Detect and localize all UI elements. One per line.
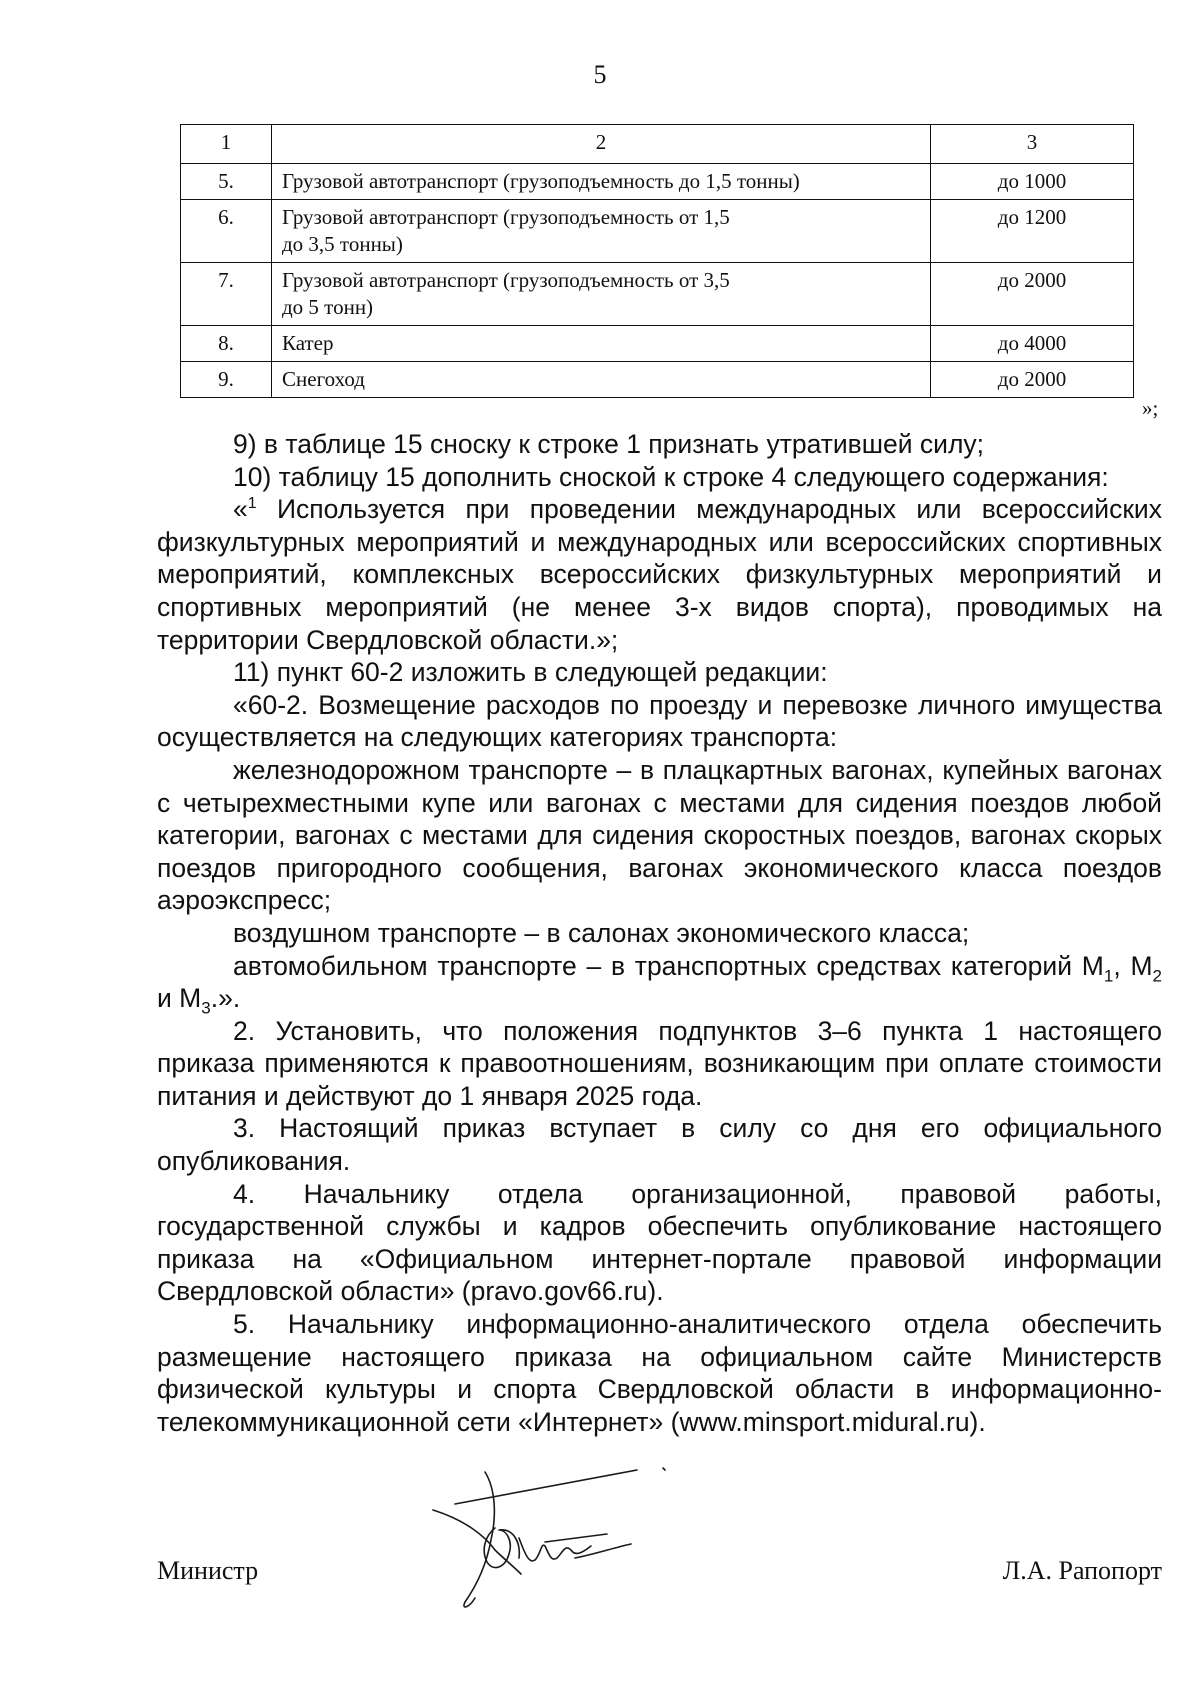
row-number: 9. <box>181 362 272 398</box>
table-header-cell: 1 <box>181 125 272 164</box>
table-header-cell: 2 <box>272 125 931 164</box>
row-name: Грузовой автотранспорт (грузоподъемность до 1,5 тонны) <box>272 164 931 200</box>
subscript: 1 <box>1103 965 1114 985</box>
row-name <box>272 200 931 263</box>
paragraph: 4. Начальнику отдела организационной, правовой работы, государственной службы и кадров обеспечить опубликование настоящего приказа на «Официальном интернет-портале правовой информации Свердловской области» (pravo.gov66.ru). <box>157 1178 1162 1307</box>
row-name <box>272 263 931 326</box>
row-value: до 2000 <box>931 263 1134 326</box>
signer-title: Министр <box>157 1556 259 1585</box>
row-value: до 1200 <box>931 200 1134 263</box>
paragraph: 11) пункт 60-2 изложить в следующей редакции: <box>233 657 828 688</box>
text-run: автомобильном транспорте – в транспортных средствах категорий М <box>233 950 1104 981</box>
subscript: 3 <box>201 998 211 1018</box>
row-value: до 2000 <box>931 362 1134 398</box>
row-name: Снегоход <box>272 362 931 398</box>
signer-name: Л.А. Рапопорт <box>1002 1556 1162 1585</box>
paragraph: 9) в таблице 15 сноску к строке 1 признать утратившей силу; <box>233 429 985 459</box>
paragraph: железнодорожном транспорте – в плацкартных вагонах, купейных вагонах с четырехместными купе или вагонах с местами для сидения поездов любой категории, вагонах с местами для сидения скоростных поездов, вагонах скорых поездов пригородного сообщения, вагонах экономического класса поездов аэроэкспресс; <box>157 754 1162 916</box>
page-number: 5 <box>593 60 607 89</box>
footnote-mark: 1 <box>247 495 257 513</box>
paragraph: 5. Начальнику информационно-аналитического отдела обеспечить размещение настоящего приказа на официальном сайте Министерств физической культуры и спорта Свердловской области в информационно-телекоммуникационной сети «Интернет» (www.minsport.midural.ru). <box>157 1309 1162 1437</box>
row-value: до 4000 <box>931 326 1134 362</box>
table-row <box>181 164 1134 200</box>
row-number: 8. <box>181 326 272 362</box>
row-number: 6. <box>181 200 272 263</box>
subscript: 2 <box>1152 965 1162 985</box>
table-header-row <box>181 125 1134 164</box>
row-name-line: до 5 тонн) <box>282 295 374 319</box>
text-run: и М <box>157 983 202 1014</box>
row-name: Катер <box>272 326 931 362</box>
table-closing-quote: »; <box>1142 396 1159 420</box>
footnote-open-quote: « <box>233 494 248 525</box>
paragraph: 2. Установить, что положения подпунктов 3–6 пункта 1 настоящего приказа применяются к правоотношениям, возникающим при оплате стоимости питания и действуют до 1 января 2025 года. <box>157 1015 1162 1111</box>
row-name-line: до 3,5 тонны) <box>282 232 403 256</box>
text-run: .». <box>210 983 241 1014</box>
row-number: 7. <box>181 263 272 326</box>
table-row <box>181 326 1134 362</box>
paragraph: «60-2. Возмещение расходов по проезду и перевозке личного имущества осуществляется на следующих категориях транспорта: <box>157 689 1162 753</box>
table-row <box>181 263 1134 326</box>
table-row <box>181 200 1134 263</box>
row-name-line: Грузовой автотранспорт (грузоподъемность от 3,5 <box>282 268 730 292</box>
row-name-line: Грузовой автотранспорт (грузоподъемность от 1,5 <box>282 205 730 229</box>
signature-block <box>157 1556 1162 1596</box>
paragraph: воздушном транспорте – в салонах экономического класса; <box>233 917 970 948</box>
vehicle-table <box>180 124 1134 398</box>
footnote-paragraph <box>157 493 1162 656</box>
footnote-text: Используется при проведении международных или всероссийских физкультурных мероприятий и международных или всероссийских спортивных мероприятий, комплексных всероссийских физкультурных мероприятий и спортивных мероприятий (не менее 3-х видов спорта), проводимых на территории Свердловской области.»; <box>157 494 1162 655</box>
paragraph: 10) таблицу 15 дополнить сноской к строке 4 следующего содержания: <box>233 461 1109 492</box>
table-header-cell: 3 <box>931 125 1134 164</box>
paragraph-auto <box>157 950 1162 1018</box>
row-number: 5. <box>181 164 272 200</box>
table-row <box>181 362 1134 398</box>
text-run: , М <box>1113 950 1153 981</box>
document-body <box>157 428 1162 1438</box>
row-value: до 1000 <box>931 164 1134 200</box>
paragraph: 3. Настоящий приказ вступает в силу со дня его официального опубликования. <box>157 1113 1162 1177</box>
